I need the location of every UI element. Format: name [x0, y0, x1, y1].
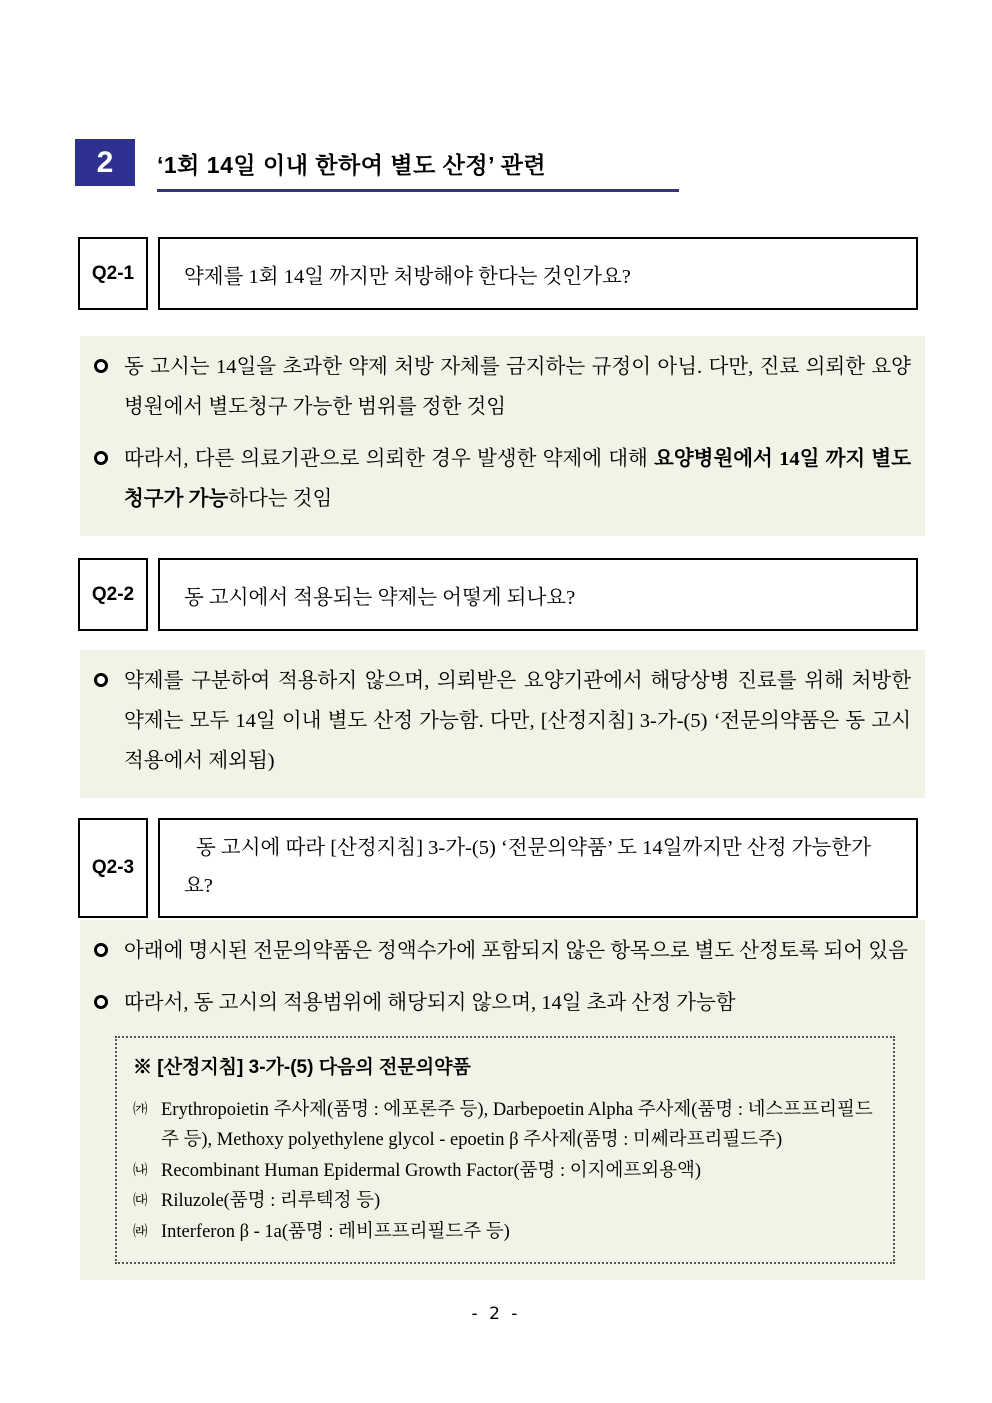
question-text-q2-3: 동 고시에 따라 [산정지침] 3-가-(5) ‘전문의약품’ 도 14일까지만 산정 가능한가요? — [184, 837, 871, 897]
question-row-q2-3 — [78, 818, 918, 918]
page-number: - 2 - — [471, 1304, 521, 1324]
note-item-text: Erythropoietin 주사제(품명 : 에포론주 등), Darbepoetin Alpha 주사제(품명 : 네스프프리필드주 등), Methoxy polyethylene glycol - epoetin β 주사제(품명 : 미쎄라프리필드주) — [161, 1099, 873, 1151]
question-box-q2-2 — [158, 558, 918, 631]
circle-bullet-icon — [94, 984, 124, 1024]
answer-bullet-text — [124, 440, 911, 520]
answer-text-bold: 요양병원에서 14일 까지 별도 청구가 가능 — [124, 447, 911, 510]
section-header — [75, 139, 679, 192]
circle-bullet-icon — [94, 932, 124, 972]
section-title: ‘1회 14일 이내 한하여 별도 산정’ 관련 — [157, 152, 547, 178]
note-item-marker: ㈑ — [133, 1224, 148, 1240]
answer-bullet — [94, 984, 911, 1024]
note-item-text: Recombinant Human Epidermal Growth Factor(품명 : 이지에프외용액) — [161, 1160, 701, 1181]
answer-block-q2-3 — [80, 920, 925, 1280]
answer-bullet — [94, 662, 911, 782]
note-item-marker: ㈏ — [133, 1162, 148, 1179]
answer-text-normal: 하다는 것임 — [228, 487, 333, 510]
note-item — [133, 1156, 875, 1187]
note-item — [133, 1095, 875, 1156]
answer-block-q2-1 — [80, 336, 925, 536]
question-label-q2-1: Q2-1 — [78, 237, 148, 310]
note-box-title: ※ [산정지침] 3-가-(5) 다음의 전문의약품 — [133, 1056, 471, 1078]
note-item-text: Interferon β - 1a(품명 : 레비프프리필드주 등) — [161, 1222, 510, 1242]
question-text-q2-2: 동 고시에서 적용되는 약제는 어떻게 되나요? — [184, 586, 576, 609]
note-box — [115, 1036, 895, 1264]
section-number-badge: 2 — [75, 139, 135, 186]
question-row-q2-2 — [78, 558, 918, 631]
question-row-q2-1 — [78, 237, 918, 310]
answer-bullet-text: 동 고시는 14일을 초과한 약제 처방 자체를 금지하는 규정이 아님. 다만, 진료 의뢰한 요양병원에서 별도청구 가능한 범위를 정한 것임 — [124, 356, 911, 418]
title-underline — [157, 189, 679, 192]
answer-text-normal: 따라서, 다른 의료기관으로 의뢰한 경우 발생한 약제에 대해 — [124, 447, 655, 470]
question-label-q2-2: Q2-2 — [78, 558, 148, 631]
question-box-q2-3 — [158, 818, 918, 918]
note-item-marker: ㈎ — [133, 1101, 148, 1118]
note-item-marker: ㈐ — [133, 1193, 148, 1210]
circle-bullet-icon — [94, 662, 124, 782]
note-item-text: Riluzole(품명 : 리루텍정 등) — [161, 1191, 381, 1212]
answer-bullet — [94, 348, 911, 428]
answer-bullet — [94, 440, 911, 520]
note-item — [133, 1186, 875, 1217]
answer-bullet-text: 아래에 명시된 전문의약품은 정액수가에 포함되지 않은 항목으로 별도 산정토록 되어 있음 — [124, 940, 908, 962]
question-text-q2-1: 약제를 1회 14일 까지만 처방해야 한다는 것인가요? — [184, 265, 631, 288]
answer-bullet-text: 약제를 구분하여 적용하지 않으며, 의뢰받은 요양기관에서 해당상병 진료를 위해 처방한 약제는 모두 14일 이내 별도 산정 가능함. 다만, [산정지침] 3-가-(5) ‘전문의약품은 동 고시 적용에서 제외됨) — [124, 670, 911, 772]
circle-bullet-icon — [94, 440, 124, 520]
circle-bullet-icon — [94, 348, 124, 428]
question-box-q2-1 — [158, 237, 918, 310]
answer-block-q2-2 — [80, 650, 925, 798]
section-title-block — [157, 139, 679, 192]
question-label-q2-3: Q2-3 — [78, 818, 148, 918]
answer-bullet-text: 따라서, 동 고시의 적용범위에 해당되지 않으며, 14일 초과 산정 가능함 — [124, 991, 736, 1014]
answer-bullet — [94, 932, 911, 972]
note-item — [133, 1217, 875, 1248]
